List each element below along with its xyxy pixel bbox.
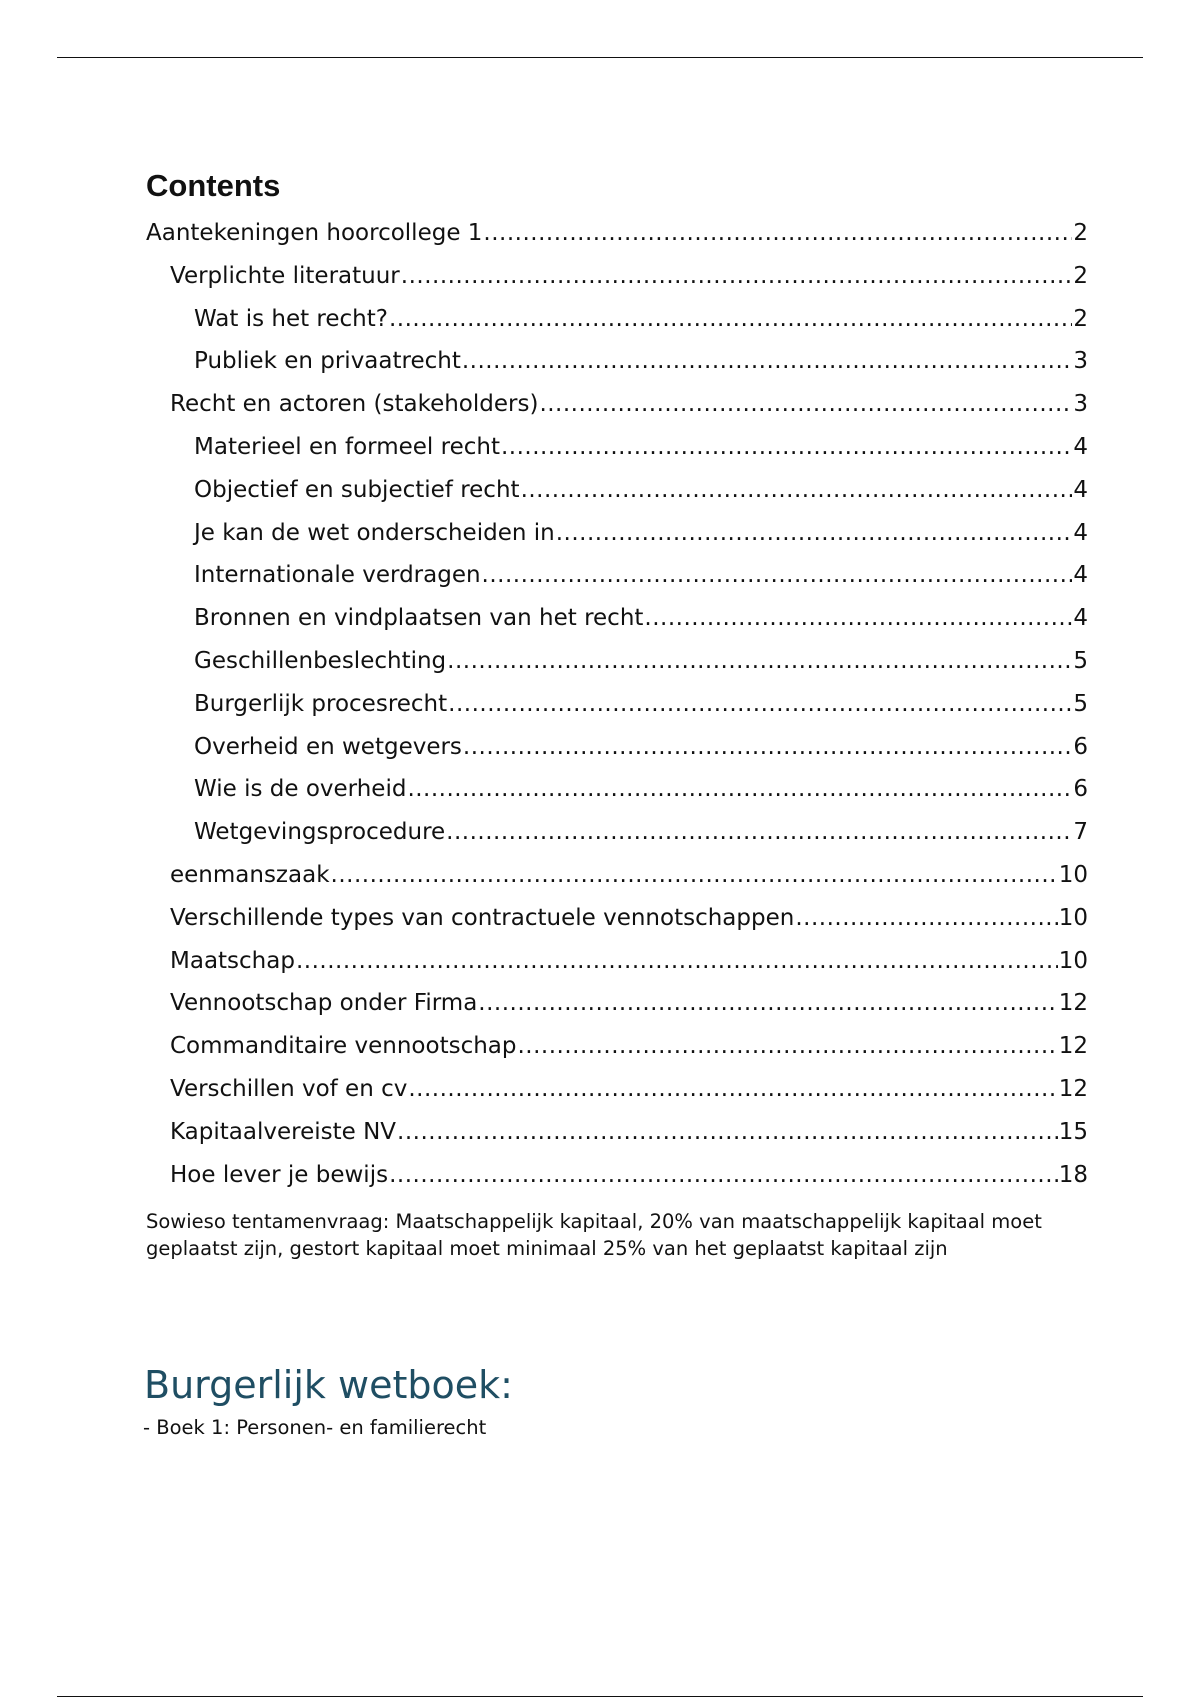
toc-entry-text: Aantekeningen hoorcollege 1 (146, 220, 483, 246)
toc-page-number: 6 (1073, 776, 1088, 803)
toc-page-number: 12 (1058, 990, 1088, 1017)
toc-entry[interactable] (146, 1119, 1088, 1162)
toc-entry-text: Burgerlijk procesrecht (194, 690, 448, 717)
toc-entry-text: Internationale verdragen (194, 562, 481, 589)
toc-entry-text: Overheid en wetgevers (194, 733, 462, 760)
toc-entry[interactable] (146, 948, 1088, 991)
toc-entry-text: Publiek en privaatrecht (194, 348, 461, 375)
toc-entry-text: Je kan de wet onderscheiden in (194, 519, 555, 546)
toc-dot-leader (401, 263, 1073, 289)
toc-entry-text: Hoe lever je bewijs (170, 1161, 389, 1188)
toc-dot-leader (478, 990, 1057, 1016)
toc-entry[interactable] (146, 905, 1088, 948)
toc-dot-leader (518, 1033, 1058, 1059)
toc-entry-text: Commanditaire vennootschap (170, 1033, 517, 1060)
toc-page-number: 18 (1058, 1161, 1088, 1188)
toc-dot-leader (462, 348, 1073, 374)
toc-dot-leader (296, 948, 1058, 974)
toc-entry[interactable] (146, 220, 1088, 263)
toc-page-number: 2 (1073, 305, 1088, 332)
list-item: - Boek 1: Personen- en familierecht (143, 1416, 487, 1439)
toc-dot-leader (521, 477, 1073, 503)
toc-entry-text: Wat is het recht? (194, 305, 388, 332)
toc-page-number: 12 (1058, 1033, 1088, 1060)
toc-entry[interactable] (146, 434, 1088, 477)
toc-entry-text: Recht en actoren (stakeholders) (170, 391, 539, 418)
toc-entry[interactable] (146, 562, 1088, 605)
exam-note: Sowieso tentamenvraag: Maatschappelijk kapitaal, 20% van maatschappelijk kapitaal moet geplaatst zijn, gestort kapitaal moet minimaal 25% van het geplaatst kapitaal zijn (146, 1210, 1042, 1260)
toc-entry[interactable] (146, 520, 1088, 563)
toc-entry[interactable] (146, 348, 1088, 391)
toc-entry-text: eenmanszaak (170, 861, 330, 888)
toc-page-number: 5 (1073, 647, 1088, 674)
toc-dot-leader (446, 819, 1072, 845)
toc-entry-text: Materieel en formeel recht (194, 433, 500, 460)
toc-entry-text: Wetgevingsprocedure (194, 819, 446, 846)
toc-entry[interactable] (146, 648, 1088, 691)
toc-dot-leader (463, 734, 1072, 760)
section-title: Burgerlijk wetboek: (144, 1363, 513, 1407)
toc-entry[interactable] (146, 1076, 1088, 1119)
toc-page-number: 4 (1073, 476, 1088, 503)
toc-page-number: 2 (1073, 262, 1088, 289)
toc-page-number: 5 (1073, 690, 1088, 717)
toc-dot-leader (644, 605, 1072, 631)
toc-entry-text: Objectief en subjectief recht (194, 476, 520, 503)
toc-entry[interactable] (146, 990, 1088, 1033)
toc-title: Contents (146, 168, 281, 203)
toc-entry-text: Kapitaalvereiste NV (170, 1118, 397, 1145)
toc-entry[interactable] (146, 862, 1088, 905)
toc-entry[interactable] (146, 776, 1088, 819)
toc-dot-leader (795, 905, 1057, 931)
toc-entry[interactable] (146, 1033, 1088, 1076)
toc-page-number: 10 (1058, 947, 1088, 974)
bottom-rule (57, 1696, 1143, 1697)
toc-entry[interactable] (146, 391, 1088, 434)
toc-entry-text: Verplichte literatuur (170, 262, 400, 289)
toc-dot-leader (389, 306, 1072, 332)
toc-dot-leader (407, 776, 1072, 802)
toc-entry[interactable] (146, 263, 1088, 306)
toc-entry[interactable] (146, 605, 1088, 648)
toc-dot-leader (482, 562, 1073, 588)
toc-page-number: 3 (1073, 348, 1088, 375)
toc-entry-text: Wie is de overheid (194, 776, 407, 803)
toc-entry-text: Vennootschap onder Firma (170, 990, 478, 1017)
toc-page-number: 7 (1073, 819, 1088, 846)
toc-entry[interactable] (146, 819, 1088, 862)
toc-dot-leader (556, 520, 1073, 546)
toc-dot-leader (483, 220, 1072, 246)
toc-entry[interactable] (146, 306, 1088, 349)
toc-dot-leader (408, 1076, 1057, 1102)
toc-page-number: 4 (1073, 433, 1088, 460)
toc-entry[interactable] (146, 477, 1088, 520)
toc-entry[interactable] (146, 1162, 1088, 1205)
toc-dot-leader (389, 1162, 1058, 1188)
toc-page-number: 15 (1058, 1118, 1088, 1145)
top-rule (57, 57, 1143, 58)
toc-page-number: 10 (1058, 861, 1088, 888)
toc-dot-leader (397, 1119, 1058, 1145)
toc-page-number: 4 (1073, 562, 1088, 589)
toc-page-number: 4 (1073, 605, 1088, 632)
toc-dot-leader (448, 691, 1072, 717)
toc-entry-text: Geschillenbeslechting (194, 647, 447, 674)
toc-entry-text: Verschillende types van contractuele vennotschappen (170, 904, 795, 931)
toc-page-number: 3 (1073, 391, 1088, 418)
toc-entry-text: Verschillen vof en cv (170, 1075, 408, 1102)
toc-page-number: 6 (1073, 733, 1088, 760)
toc-dot-leader (447, 648, 1072, 674)
toc-page-number: 4 (1073, 519, 1088, 546)
toc-dot-leader (539, 391, 1072, 417)
toc-entry[interactable] (146, 734, 1088, 777)
toc-page-number: 2 (1073, 220, 1088, 246)
toc-dot-leader (331, 862, 1058, 888)
table-of-contents (146, 220, 1088, 1204)
toc-entry[interactable] (146, 691, 1088, 734)
toc-page-number: 10 (1058, 904, 1088, 931)
toc-page-number: 12 (1058, 1075, 1088, 1102)
toc-entry-text: Bronnen en vindplaatsen van het recht (194, 605, 644, 632)
toc-entry-text: Maatschap (170, 947, 295, 974)
toc-dot-leader (501, 434, 1072, 460)
